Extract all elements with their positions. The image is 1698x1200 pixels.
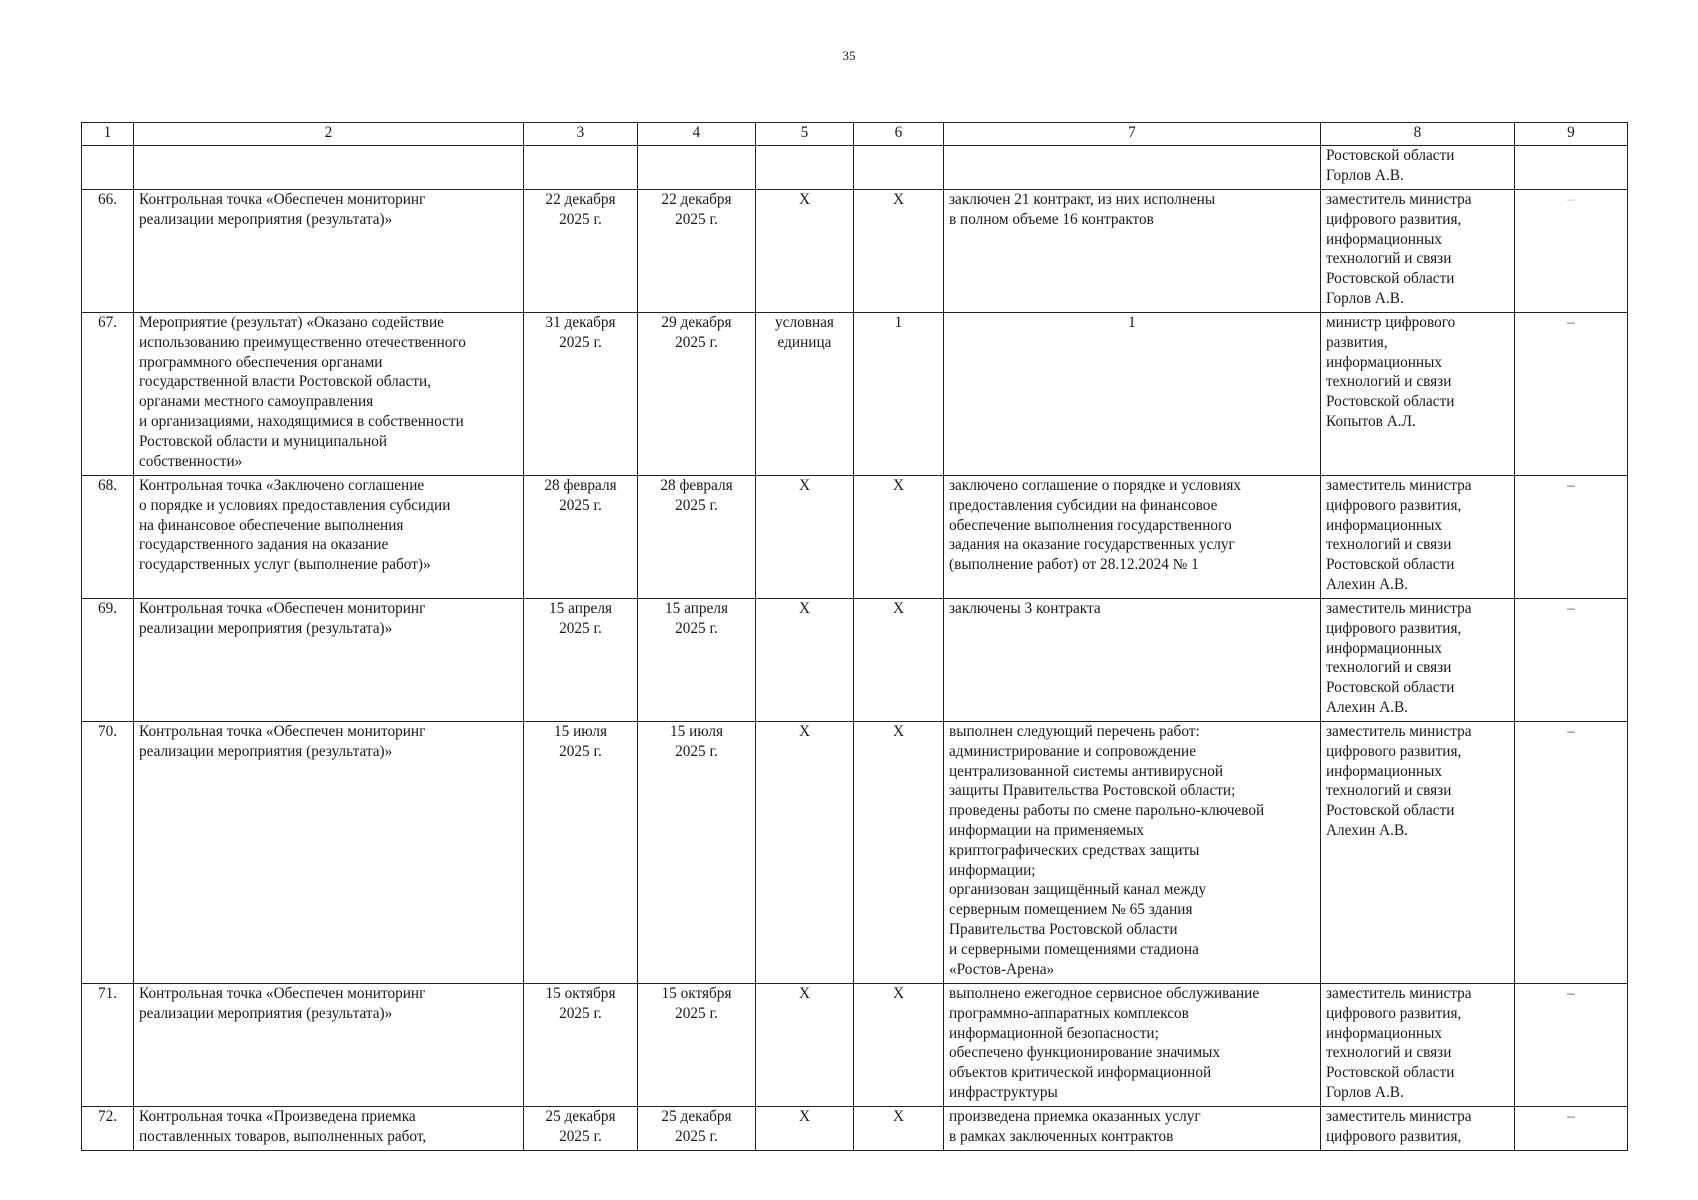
fact-result: заключено соглашение о порядке и условиях предоставления субсидии на финансовое обеспечение выполнения государственного задания на оказание государственных услуг (выполнение работ) от 28.12.2024 № 1 (944, 476, 1321, 599)
responsible: заместитель министра цифрового развития, информационных технологий и связи Ростовской области Горлов А.В. (1321, 984, 1515, 1107)
unit: Х (756, 476, 854, 599)
unit: Х (756, 984, 854, 1107)
row-number: 71. (82, 984, 134, 1107)
plan-date: 31 декабря 2025 г. (524, 313, 638, 476)
table-row (82, 146, 1628, 190)
column-header: 1 (82, 123, 134, 146)
note: – (1515, 190, 1628, 313)
fact-date: 22 декабря 2025 г. (638, 190, 756, 313)
plan-value: 1 (854, 313, 944, 476)
row-number: 72. (82, 1107, 134, 1151)
plan-value: Х (854, 599, 944, 722)
unit: условная единица (756, 313, 854, 476)
column-number-row (82, 123, 1628, 146)
plan-value: Х (854, 1107, 944, 1151)
unit: Х (756, 190, 854, 313)
activity-name: Контрольная точка «Произведена приемка поставленных товаров, выполненных работ, (134, 1107, 524, 1151)
note (1515, 146, 1628, 190)
table-row (82, 984, 1628, 1107)
column-header: 7 (944, 123, 1321, 146)
plan-date: 15 апреля 2025 г. (524, 599, 638, 722)
fact-result: выполнен следующий перечень работ: администрирование и сопровождение централизованной системы антивирусной защиты Правительства Ростовской области; проведены работы по смене парольно-ключевой информации на применяемых криптографических средствах защиты информации; организован защищённый канал между серверным помещением № 65 здания Правительства Ростовской области и серверными помещениями стадиона «Ростов-Арена» (944, 722, 1321, 984)
activity-name (134, 146, 524, 190)
unit (756, 146, 854, 190)
column-header: 4 (638, 123, 756, 146)
table-row (82, 722, 1628, 984)
plan-date: 22 декабря 2025 г. (524, 190, 638, 313)
unit: Х (756, 1107, 854, 1151)
row-number: 69. (82, 599, 134, 722)
fact-date: 29 декабря 2025 г. (638, 313, 756, 476)
row-number: 67. (82, 313, 134, 476)
note: – (1515, 984, 1628, 1107)
table-row (82, 1107, 1628, 1151)
activity-name: Контрольная точка «Обеспечен мониторинг реализации мероприятия (результата)» (134, 984, 524, 1107)
fact-result: произведена приемка оказанных услуг в рамках заключенных контрактов (944, 1107, 1321, 1151)
activity-name: Контрольная точка «Обеспечен мониторинг реализации мероприятия (результата)» (134, 722, 524, 984)
unit: Х (756, 599, 854, 722)
fact-date: 28 февраля 2025 г. (638, 476, 756, 599)
responsible: Ростовской области Горлов А.В. (1321, 146, 1515, 190)
activity-name: Контрольная точка «Обеспечен мониторинг реализации мероприятия (результата)» (134, 190, 524, 313)
plan-date: 25 декабря 2025 г. (524, 1107, 638, 1151)
row-number: 70. (82, 722, 134, 984)
fact-date: 25 декабря 2025 г. (638, 1107, 756, 1151)
responsible: заместитель министра цифрового развития, информационных технологий и связи Ростовской области Алехин А.В. (1321, 599, 1515, 722)
plan-value: Х (854, 984, 944, 1107)
table-row (82, 599, 1628, 722)
fact-result: заключены 3 контракта (944, 599, 1321, 722)
responsible: заместитель министра цифрового развития, информационных технологий и связи Ростовской области Алехин А.В. (1321, 722, 1515, 984)
note: – (1515, 722, 1628, 984)
responsible: министр цифрового развития, информационных технологий и связи Ростовской области Копытов А.Л. (1321, 313, 1515, 476)
row-number (82, 146, 134, 190)
plan-value (854, 146, 944, 190)
note: – (1515, 599, 1628, 722)
fact-date: 15 октября 2025 г. (638, 984, 756, 1107)
plan-date: 28 февраля 2025 г. (524, 476, 638, 599)
plan-date: 15 октября 2025 г. (524, 984, 638, 1107)
fact-result: выполнено ежегодное сервисное обслуживание программно-аппаратных комплексов информационной безопасности; обеспечено функционирование значимых объектов критической информационной инфраструктуры (944, 984, 1321, 1107)
activity-name: Мероприятие (результат) «Оказано содействие использованию преимущественно отечественного программного обеспечения органами государственной власти Ростовской области, органами местного самоуправления и организациями, находящимися в собственности Ростовской области и муниципальной собственности» (134, 313, 524, 476)
row-number: 68. (82, 476, 134, 599)
column-header: 2 (134, 123, 524, 146)
column-header: 8 (1321, 123, 1515, 146)
activity-name: Контрольная точка «Заключено соглашение о порядке и условиях предоставления субсидии на финансовое обеспечение выполнения государственного задания на оказание государственных услуг (выполнение работ)» (134, 476, 524, 599)
responsible: заместитель министра цифрового развития, (1321, 1107, 1515, 1151)
plan-value: Х (854, 476, 944, 599)
note: – (1515, 476, 1628, 599)
plan-value: Х (854, 722, 944, 984)
table-row (82, 313, 1628, 476)
note: – (1515, 1107, 1628, 1151)
fact-date (638, 146, 756, 190)
fact-result: заключен 21 контракт, из них исполнены в полном объеме 16 контрактов (944, 190, 1321, 313)
activity-name: Контрольная точка «Обеспечен мониторинг реализации мероприятия (результата)» (134, 599, 524, 722)
fact-result (944, 146, 1321, 190)
plan-date: 15 июля 2025 г. (524, 722, 638, 984)
unit: Х (756, 722, 854, 984)
table-row (82, 190, 1628, 313)
column-header: 9 (1515, 123, 1628, 146)
responsible: заместитель министра цифрового развития, информационных технологий и связи Ростовской области Алехин А.В. (1321, 476, 1515, 599)
fact-date: 15 июля 2025 г. (638, 722, 756, 984)
column-header: 5 (756, 123, 854, 146)
row-number: 66. (82, 190, 134, 313)
page-number: 35 (842, 48, 856, 63)
fact-result: 1 (944, 313, 1321, 476)
responsible: заместитель министра цифрового развития, информационных технологий и связи Ростовской области Горлов А.В. (1321, 190, 1515, 313)
plan-value: Х (854, 190, 944, 313)
note: – (1515, 313, 1628, 476)
fact-date: 15 апреля 2025 г. (638, 599, 756, 722)
table-row (82, 476, 1628, 599)
report-table (81, 122, 1628, 1151)
plan-date (524, 146, 638, 190)
column-header: 3 (524, 123, 638, 146)
column-header: 6 (854, 123, 944, 146)
